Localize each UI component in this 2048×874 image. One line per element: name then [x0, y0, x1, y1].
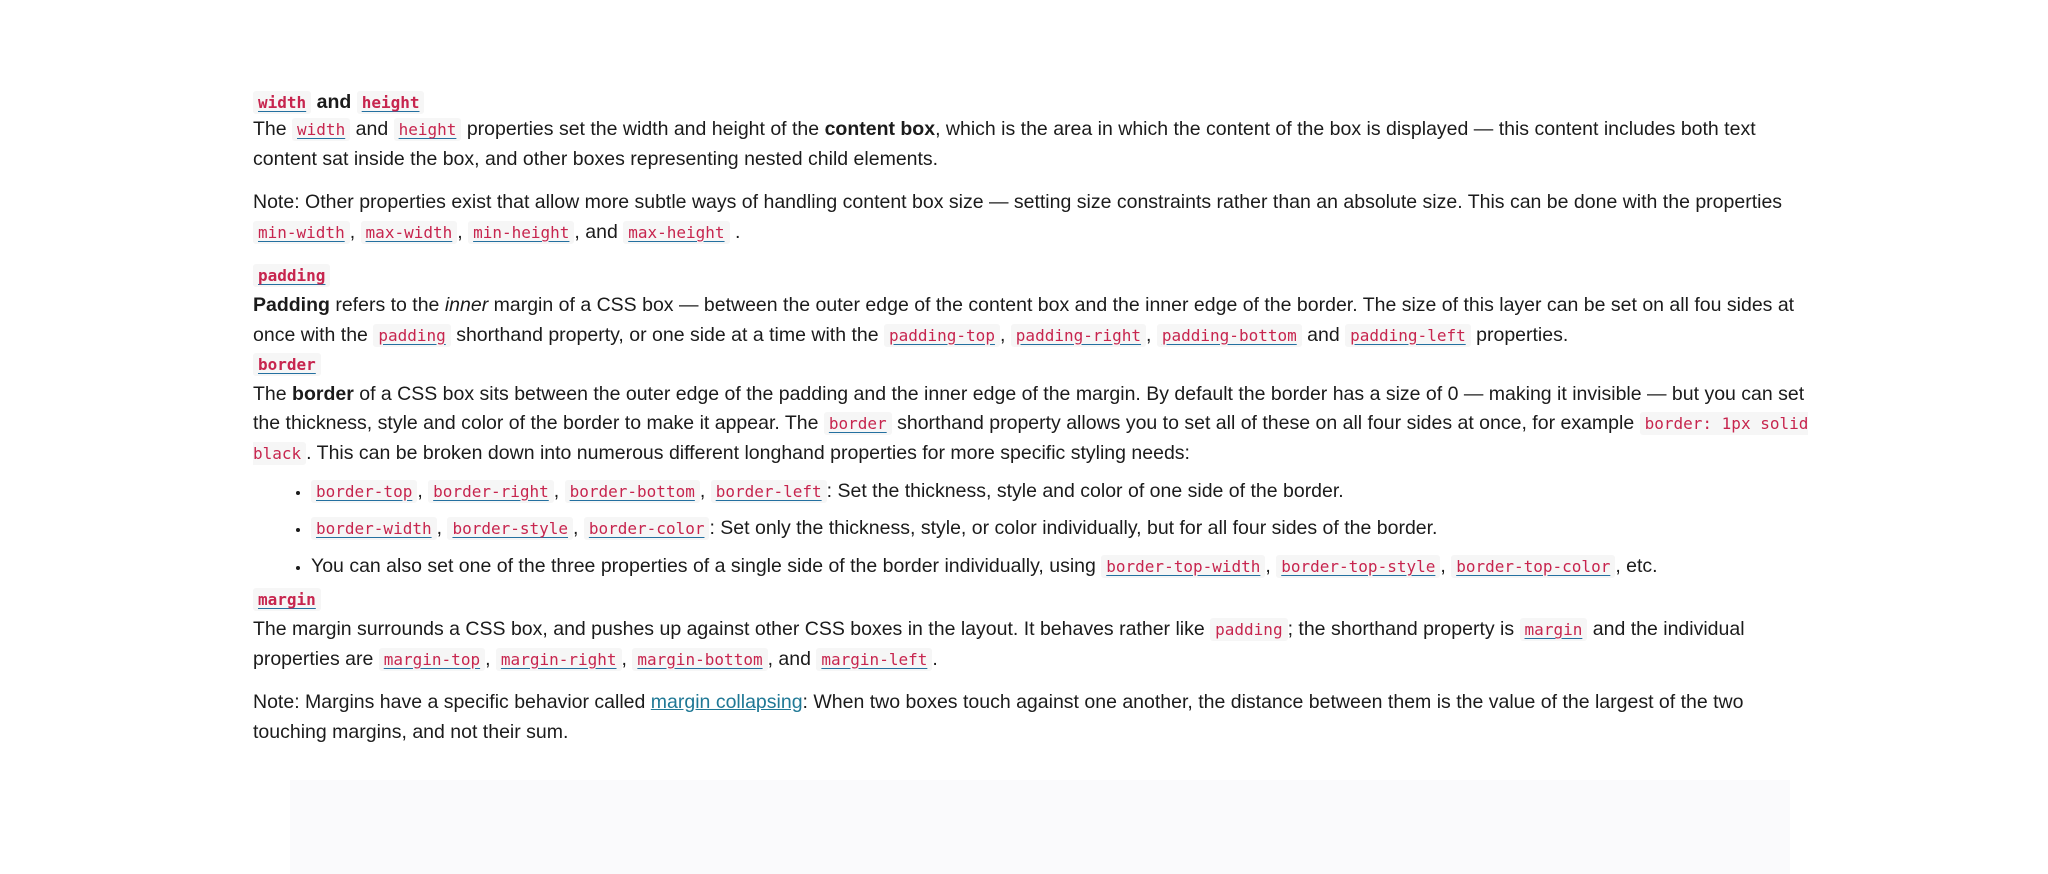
section-heading-width-height [253, 90, 1813, 115]
code-link-padding-top[interactable]: padding-top [884, 324, 1000, 347]
text: , which is the area in which the content of the box is displayed — this content includes both text content sat inside the box, and other boxes representing nested child elements. [253, 118, 1756, 170]
bold-content-box: content box [824, 118, 936, 140]
code-link-width[interactable]: width [292, 118, 350, 141]
code-link-margin[interactable]: margin [253, 588, 321, 611]
paragraph-margin [253, 615, 1813, 674]
code-link-max-width[interactable]: max-width [361, 221, 458, 244]
paragraph-border [253, 380, 1813, 469]
italic-inner: inner [444, 293, 489, 316]
code-link-border-left[interactable]: border-left [711, 480, 827, 503]
note-content-size [253, 188, 1813, 247]
code-link-min-height[interactable]: min-height [468, 221, 574, 244]
code-link-width[interactable]: width [253, 91, 311, 114]
text: : When two boxes touch against one another, the distance between them is the value of the largest of the two touching margins, and not their sum. [253, 691, 1744, 743]
text: . This can be broken down into numerous different longhand properties for more specific styling needs: [306, 441, 1190, 464]
code-link-min-width[interactable]: min-width [253, 221, 350, 244]
section-heading-padding [253, 261, 1813, 291]
code-link-border-top-width[interactable]: border-top-width [1101, 555, 1265, 578]
text: You can also set one of the three properties of a single side of the border individually, using [311, 554, 1096, 577]
text: , [485, 647, 491, 670]
list-item [311, 548, 1813, 586]
code-link-padding-bottom[interactable]: padding-bottom [1157, 324, 1302, 347]
text: Note: Margins have a specific behavior called [253, 691, 646, 714]
text: Note: Other properties exist that allow more subtle ways of handling content box size — setting size constraints rather than an absolute size. This can be done with the properties [253, 191, 1783, 214]
code-link-padding-left[interactable]: padding-left [1345, 324, 1471, 347]
bold-border: border [292, 382, 354, 405]
code-link-padding[interactable]: padding [253, 264, 330, 287]
text: The margin surrounds a CSS box, and pushes up against other CSS boxes in the layout. It behaves rather like [253, 617, 1205, 640]
text: and the individual properties are [253, 617, 1745, 670]
text: , [349, 220, 356, 243]
code-link-border[interactable]: border [253, 353, 321, 376]
text: of a CSS box sits between the outer edge of the padding and the inner edge of the margin. By default the border has a size of 0 — making it invisible — but you can set the thickness, style and color of the border to make it appear. The [253, 382, 1805, 435]
text: ; the shorthand property is [1287, 617, 1515, 640]
code-link-border-right[interactable]: border-right [428, 480, 554, 503]
text: shorthand property, or one side at a time with the [456, 323, 879, 346]
background-panel [290, 780, 1790, 874]
note-margin-collapsing [253, 688, 1813, 747]
code-link-height[interactable]: height [394, 118, 462, 141]
code-link-max-height[interactable]: max-height [623, 221, 729, 244]
section-heading-margin [253, 585, 1813, 615]
text: , [699, 479, 706, 502]
section-heading-border [253, 350, 1813, 380]
text: , [1440, 554, 1446, 577]
text: , etc. [1615, 554, 1658, 577]
text: , [1265, 554, 1271, 577]
border-properties-list [253, 473, 1813, 586]
text: , [573, 517, 579, 540]
text: properties. [1476, 323, 1569, 346]
code-link-margin-left[interactable]: margin-left [816, 648, 932, 671]
text: : Set the thickness, style and color of one side of the border. [826, 479, 1344, 502]
list-item [311, 510, 1813, 548]
code-link-height[interactable]: height [357, 91, 425, 114]
list-item [311, 473, 1813, 511]
code-link-border-color[interactable]: border-color [584, 517, 710, 540]
text: , [621, 647, 627, 670]
code-link-padding-right[interactable]: padding-right [1011, 324, 1146, 347]
code-link-margin-top[interactable]: margin-top [379, 648, 485, 671]
code-link-margin[interactable]: margin [1520, 618, 1588, 641]
text: properties set the width and height of the [466, 118, 820, 140]
text: . [734, 220, 741, 243]
text: margin of a CSS box — between the outer edge of the content box and the inner edge of the border. The size of this layer can be set on all fou sides at once with the [253, 293, 1795, 346]
code-link-border-width[interactable]: border-width [311, 517, 437, 540]
code-link-margin-right[interactable]: margin-right [496, 648, 622, 671]
code-link-border-top[interactable]: border-top [311, 480, 417, 503]
code-link-border-bottom[interactable]: border-bottom [565, 480, 700, 503]
code-link-margin-bottom[interactable]: margin-bottom [632, 648, 767, 671]
paragraph-padding [253, 291, 1813, 350]
text: , [999, 323, 1006, 346]
bold-padding: Padding [253, 293, 330, 316]
code-link-border-style[interactable]: border-style [447, 517, 573, 540]
code-link-padding[interactable]: padding [373, 324, 450, 347]
code-link-border[interactable]: border [824, 412, 892, 435]
text: refers to the [335, 293, 440, 316]
text: , and [767, 647, 811, 670]
link-margin-collapsing[interactable]: margin collapsing [650, 691, 803, 714]
text: : Set only the thickness, style, or color individually, but for all four sides of the border. [709, 517, 1438, 540]
article-content [253, 91, 1813, 747]
text: , [1146, 323, 1152, 346]
paragraph-width-height [253, 115, 1813, 174]
code-padding: padding [1210, 618, 1287, 641]
code-link-border-top-color[interactable]: border-top-color [1451, 555, 1615, 578]
text: , [417, 479, 423, 502]
text: , and [574, 220, 618, 243]
text: The [253, 382, 287, 405]
code-link-border-top-style[interactable]: border-top-style [1276, 555, 1440, 578]
text: . [932, 647, 938, 670]
text: , [457, 220, 463, 243]
text: , [553, 479, 560, 502]
code-example-border: border: 1px solid black [253, 414, 1809, 463]
text: and [1307, 323, 1340, 346]
text: and [355, 118, 389, 140]
heading-text: and [316, 91, 352, 113]
text: shorthand property allows you to set all of these on all four sides at once, for example [897, 412, 1635, 435]
text: , [436, 517, 443, 540]
text: The [253, 118, 287, 140]
